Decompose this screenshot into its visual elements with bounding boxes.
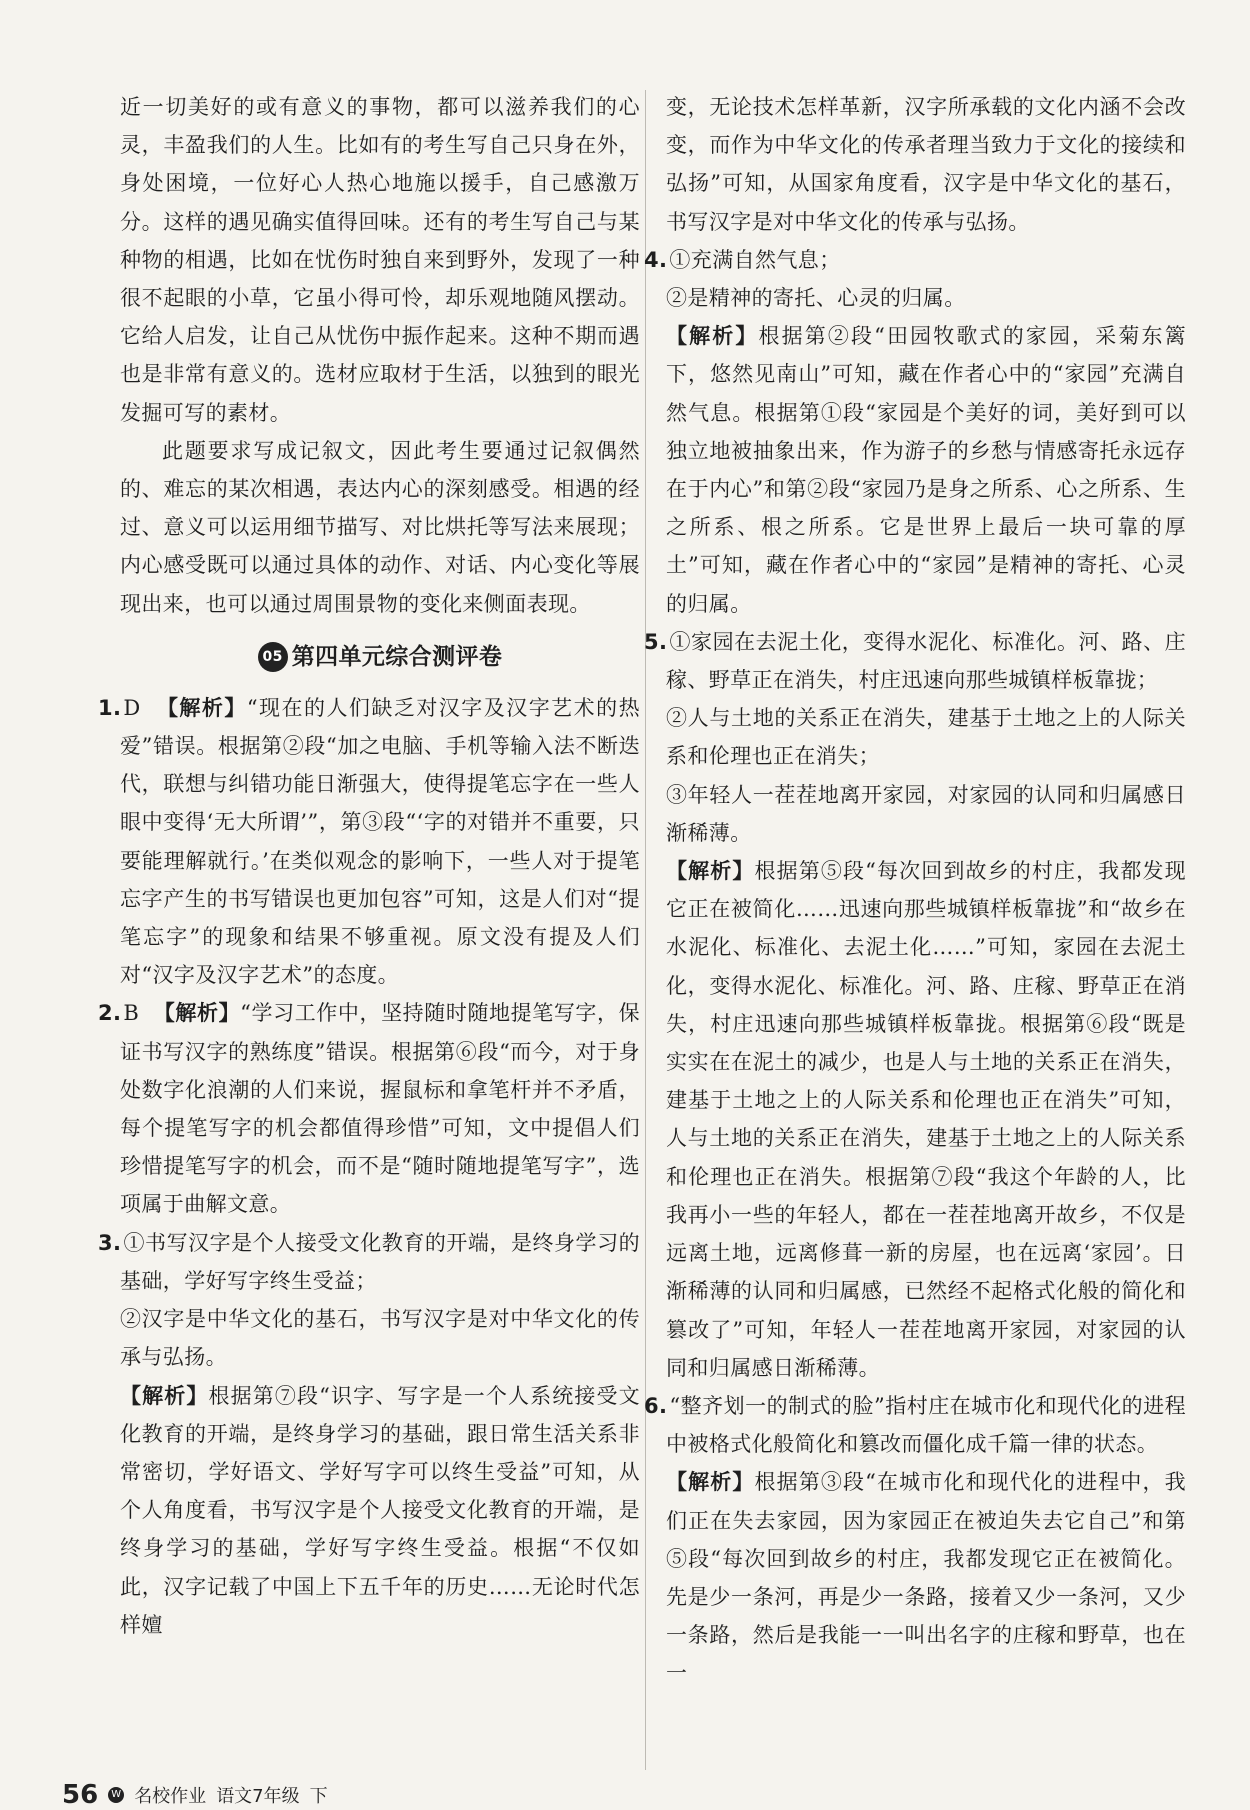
section-title: 第四单元综合测评卷 xyxy=(291,643,503,670)
answer-text: “整齐划一的制式的脸”指村庄在城市化和现代化的进程中被格式化般简化和篡改而僵化成千篇一律的状态。 xyxy=(666,1393,1186,1457)
analysis-tag: 【解析】 xyxy=(156,694,247,720)
brand-name: 名校作业 xyxy=(134,1786,207,1807)
analysis-tag: 【解析】 xyxy=(153,1000,241,1026)
column-divider xyxy=(645,90,646,1770)
analysis-tag: 【解析】 xyxy=(120,1382,209,1408)
analysis-text: 根据第③段“在城市化和现代化的进程中，我们正在失去家园，因为家园正在被迫失去它自己”和第⑤段“每次回到故乡的村庄，我都发现它正在被简化。先是少一条河，再是少一条路，接着又少一条河，又少一条路，然后是我能一一叫出名字的庄稼和野草，也在一 xyxy=(666,1470,1186,1686)
answer-text: ①家园在去泥土化，变得水泥化、标准化。河、路、庄稼、野草正在消失，村庄迅速向那些城镇样板靠拢； xyxy=(666,629,1186,693)
analysis-tag: 【解析】 xyxy=(666,858,755,884)
analysis-tag: 【解析】 xyxy=(666,323,759,349)
analysis-text: 根据第⑦段“识字、写字是一个人系统接受文化教育的开端，是终身学习的基础，跟日常生活关系非常密切，学好语文、学好写字可以终生受益”可知，从个人角度看，书写汉字是个人接受文化教育的开端，是终身学习的基础，学好写字终生受益。根据“不仅如此，汉字记载了中国上下五千年的历史……无论时代怎样嬗 xyxy=(120,1383,640,1637)
item-number: 5. xyxy=(644,629,668,654)
item-number: 3. xyxy=(98,1230,122,1255)
answer-text: ②人与土地的关系正在消失，建基于土地之上的人际关系和伦理也正在消失； xyxy=(666,706,1186,769)
answer-choice: D xyxy=(123,695,141,720)
item-number: 1. xyxy=(98,695,122,720)
answer-item-6 xyxy=(644,1387,1186,1463)
analysis xyxy=(666,852,1186,1387)
answer-item-4 xyxy=(644,241,1186,279)
answer-item-3 xyxy=(98,1224,640,1300)
analysis-text: “现在的人们缺乏对汉字及汉字艺术的热爱”错误。根据第②段“加之电脑、手机等输入法不断迭代，联想与纠错功能日渐强大，使得提笔忘字在一些人眼中变得‘无大所谓’”，第③段“‘字的对错并不重要，只要能理解就行。’在类似观念的影响下，一些人对于提笔忘字产生的书写错误也更加包容”可知，这是人们对“提笔忘字”的现象和结果不够重视。原文没有提及人们对“汉字及汉字艺术”的态度。 xyxy=(120,695,640,988)
analysis xyxy=(666,1463,1186,1692)
section-badge: 05 xyxy=(258,642,288,672)
right-column xyxy=(644,88,1186,1693)
page-footer xyxy=(62,1780,338,1810)
analysis-text: 根据第②段“田园牧歌式的家园，采菊东篱下，悠然见南山”可知，藏在作者心中的“家园”充满自然气息。根据第①段“家园是个美好的词，美好到可以独立地被抽象出来，作为游子的乡愁与情感寄托永远存在于内心”和第②段“家园乃是身之所系、心之所系、生之所系、根之所系。它是世界上最后一块可靠的厚土”可知，藏在作者心中的“家园”是精神的寄托、心灵的归属。 xyxy=(666,324,1186,616)
answer-item-5 xyxy=(644,623,1186,699)
item-number: 4. xyxy=(644,247,668,272)
analysis-text: “学习工作中，坚持随时随地提笔写字，保证书写汉字的熟练度”错误。根据第⑥段“而今，对于身处数字化浪潮的人们来说，握鼠标和拿笔杆并不矛盾，每个提笔写字的机会都值得珍惜”可知，文中提倡人们珍惜提笔写字的机会，而不是“随时随地提笔写字”，选项属于曲解文意。 xyxy=(120,1001,640,1217)
analysis xyxy=(666,317,1186,623)
answer-item-1 xyxy=(98,689,640,995)
answer-text: ②汉字是中华文化的基石，书写汉字是对中华文化的传承与弘扬。 xyxy=(120,1307,640,1370)
paragraph: 此题要求写成记叙文，因此考生要通过记叙偶然的、难忘的某次相遇，表达内心的深刻感受。相遇的经过、意义可以运用细节描写、对比烘托等写法来展现；内心感受既可以通过具体的动作、对话、内心变化等展现出来，也可以通过周围景物的变化来侧面表现。 xyxy=(120,438,640,616)
analysis-tag: 【解析】 xyxy=(666,1469,755,1495)
answer-text: ①充满自然气息； xyxy=(669,247,841,272)
section-heading xyxy=(120,637,640,677)
left-column xyxy=(98,88,640,1644)
term: 下 xyxy=(309,1786,328,1807)
paragraph: 变，无论技术怎样革新，汉字所承载的文化内涵不会改变，而作为中华文化的传承者理当致力于文化的接续和弘扬”可知，从国家角度看，汉字是中华文化的基石，书写汉字是对中华文化的传承与弘扬。 xyxy=(666,95,1186,234)
subject-grade: 语文7年级 xyxy=(216,1786,300,1807)
answer-choice: B xyxy=(123,1001,140,1026)
paragraph: 近一切美好的或有意义的事物，都可以滋养我们的心灵，丰盈我们的人生。比如有的考生写自己只身在外，身处困境，一位好心人热心地施以援手，自己感激万分。这样的遇见确实值得回味。还有的考生写自己与某种物的相遇，比如在忧伤时独自来到野外，发现了一种很不起眼的小草，它虽小得可怜，却乐观地随风摆动。它给人启发，让自己从忧伤中振作起来。这种不期而遇也是非常有意义的。选材应取材于生活，以独到的眼光发掘可写的素材。 xyxy=(120,95,640,425)
answer-text: ③年轻人一茬茬地离开家园，对家园的认同和归属感日渐稀薄。 xyxy=(666,782,1186,845)
answer-text: ②是精神的寄托、心灵的归属。 xyxy=(666,286,966,311)
analysis xyxy=(120,1377,640,1644)
item-number: 2. xyxy=(98,1001,122,1026)
answer-item-2 xyxy=(98,994,640,1223)
analysis-text: 根据第⑤段“每次回到故乡的村庄，我都发现它正在被简化……迅速向那些城镇样板靠拢”和“故乡在水泥化、标准化、去泥土化……”可知，家园在去泥土化，变得水泥化、标准化。河、路、庄稼、野草正在消失，村庄迅速向那些城镇样板靠拢。根据第⑥段“既是实实在在泥土的减少，也是人与土地的关系正在消失，建基于土地之上的人际关系和伦理也正在消失”可知，人与土地的关系正在消失，建基于土地之上的人际关系和伦理也正在消失。根据第⑦段“我这个年龄的人，比我再小一些的年轻人，都在一茬茬地离开故乡，不仅是远离土地，远离修葺一新的房屋，也在远离‘家园’。日渐稀薄的认同和归属感，已然经不起格式化般的简化和篡改了”可知，年轻人一茬茬地离开家园，对家园的认同和归属感日渐稀薄。 xyxy=(666,859,1186,1380)
page-number: 56 xyxy=(62,1780,99,1810)
answer-text: ①书写汉字是个人接受文化教育的开端，是终身学习的基础，学好写字终生受益； xyxy=(120,1230,640,1293)
brand-logo-icon: W xyxy=(108,1787,124,1803)
item-number: 6. xyxy=(644,1393,668,1418)
